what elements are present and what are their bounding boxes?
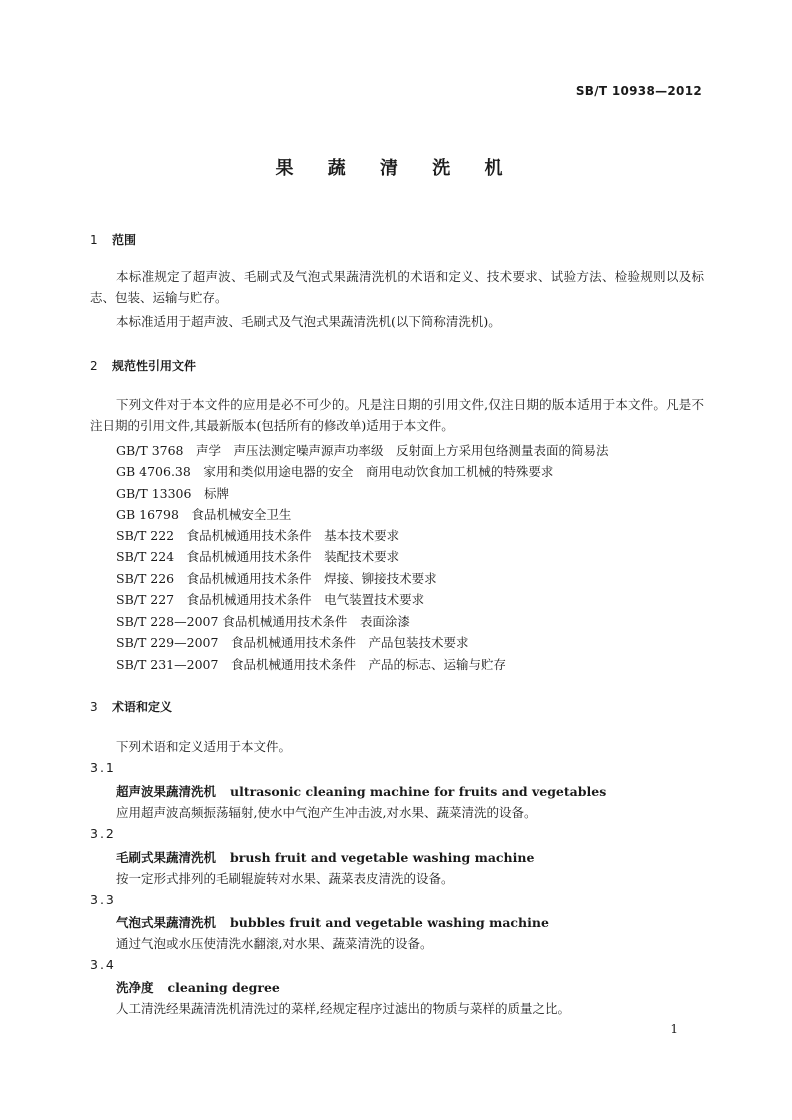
reference-item: SB/T 226 食品机械通用技术条件 焊接、铆接技术要求 — [116, 571, 437, 586]
section-1-paragraph-1: 本标准规定了超声波、毛刷式及气泡式果蔬清洗机的术语和定义、技术要求、试验方法、检验规则以及标志、包装、运输与贮存。 — [90, 269, 704, 305]
term-zh: 气泡式果蔬清洗机 — [116, 915, 217, 930]
term-number: 3.4 — [90, 957, 116, 972]
section-number: 1 — [90, 233, 98, 247]
section-title: 规范性引用文件 — [112, 359, 197, 373]
term-definition: 通过气泡或水压使清洗水翻滚,对水果、蔬菜清洗的设备。 — [116, 936, 433, 951]
reference-item: SB/T 229—2007 食品机械通用技术条件 产品包装技术要求 — [116, 635, 469, 650]
section-number: 2 — [90, 359, 98, 373]
reference-item: GB 4706.38 家用和类似用途电器的安全 商用电动饮食加工机械的特殊要求 — [116, 464, 554, 479]
term-zh: 超声波果蔬清洗机 — [116, 784, 217, 799]
reference-item: SB/T 224 食品机械通用技术条件 装配技术要求 — [116, 549, 400, 564]
term-en: brush fruit and vegetable washing machine — [230, 850, 535, 865]
reference-item: GB 16798 食品机械安全卫生 — [116, 507, 292, 522]
section-title: 范围 — [112, 233, 137, 247]
reference-item: SB/T 227 食品机械通用技术条件 电气装置技术要求 — [116, 592, 425, 607]
section-1-heading — [90, 231, 136, 248]
section-3-heading — [90, 698, 172, 715]
reference-item: SB/T 231—2007 食品机械通用技术条件 产品的标志、运输与贮存 — [116, 657, 506, 672]
term-heading — [116, 978, 280, 996]
term-definition: 人工清洗经果蔬清洗机清洗过的菜样,经规定程序过滤出的物质与菜样的质量之比。 — [116, 1001, 570, 1016]
term-number: 3.3 — [90, 892, 116, 907]
term-number: 3.2 — [90, 826, 116, 841]
section-2-heading — [90, 357, 196, 374]
section-2-intro: 下列文件对于本文件的应用是必不可少的。凡是注日期的引用文件,仅注日期的版本适用于本文件。凡是不注日期的引用文件,其最新版本(包括所有的修改单)适用于本文件。 — [90, 397, 704, 433]
term-definition: 按一定形式排列的毛刷辊旋转对水果、蔬菜表皮清洗的设备。 — [116, 871, 454, 886]
reference-item: SB/T 222 食品机械通用技术条件 基本技术要求 — [116, 528, 400, 543]
reference-item: GB/T 3768 声学 声压法测定噪声源声功率级 反射面上方采用包络测量表面的简易法 — [116, 443, 609, 458]
term-heading — [116, 848, 534, 866]
term-en: bubbles fruit and vegetable washing machine — [230, 915, 549, 930]
term-en: ultrasonic cleaning machine for fruits and vegetables — [230, 784, 607, 799]
term-zh: 洗净度 — [116, 980, 154, 995]
standard-code: SB/T 10938—2012 — [575, 84, 702, 98]
document-title: 果 蔬 清 洗 机 — [275, 158, 517, 179]
term-number: 3.1 — [90, 760, 116, 775]
reference-item: GB/T 13306 标牌 — [116, 486, 229, 501]
term-zh: 毛刷式果蔬清洗机 — [116, 850, 217, 865]
section-1-paragraph-2: 本标准适用于超声波、毛刷式及气泡式果蔬清洗机(以下简称清洗机)。 — [116, 314, 501, 329]
reference-item: SB/T 228—2007 食品机械通用技术条件 表面涂漆 — [116, 614, 410, 629]
term-heading — [116, 913, 549, 931]
section-number: 3 — [90, 700, 98, 714]
term-en: cleaning degree — [167, 980, 280, 995]
term-heading — [116, 782, 606, 800]
section-title: 术语和定义 — [112, 700, 173, 714]
page-number: 1 — [670, 1022, 678, 1036]
term-definition: 应用超声波高频振荡辐射,使水中气泡产生冲击波,对水果、蔬菜清洗的设备。 — [116, 805, 537, 820]
section-3-intro: 下列术语和定义适用于本文件。 — [116, 739, 292, 754]
